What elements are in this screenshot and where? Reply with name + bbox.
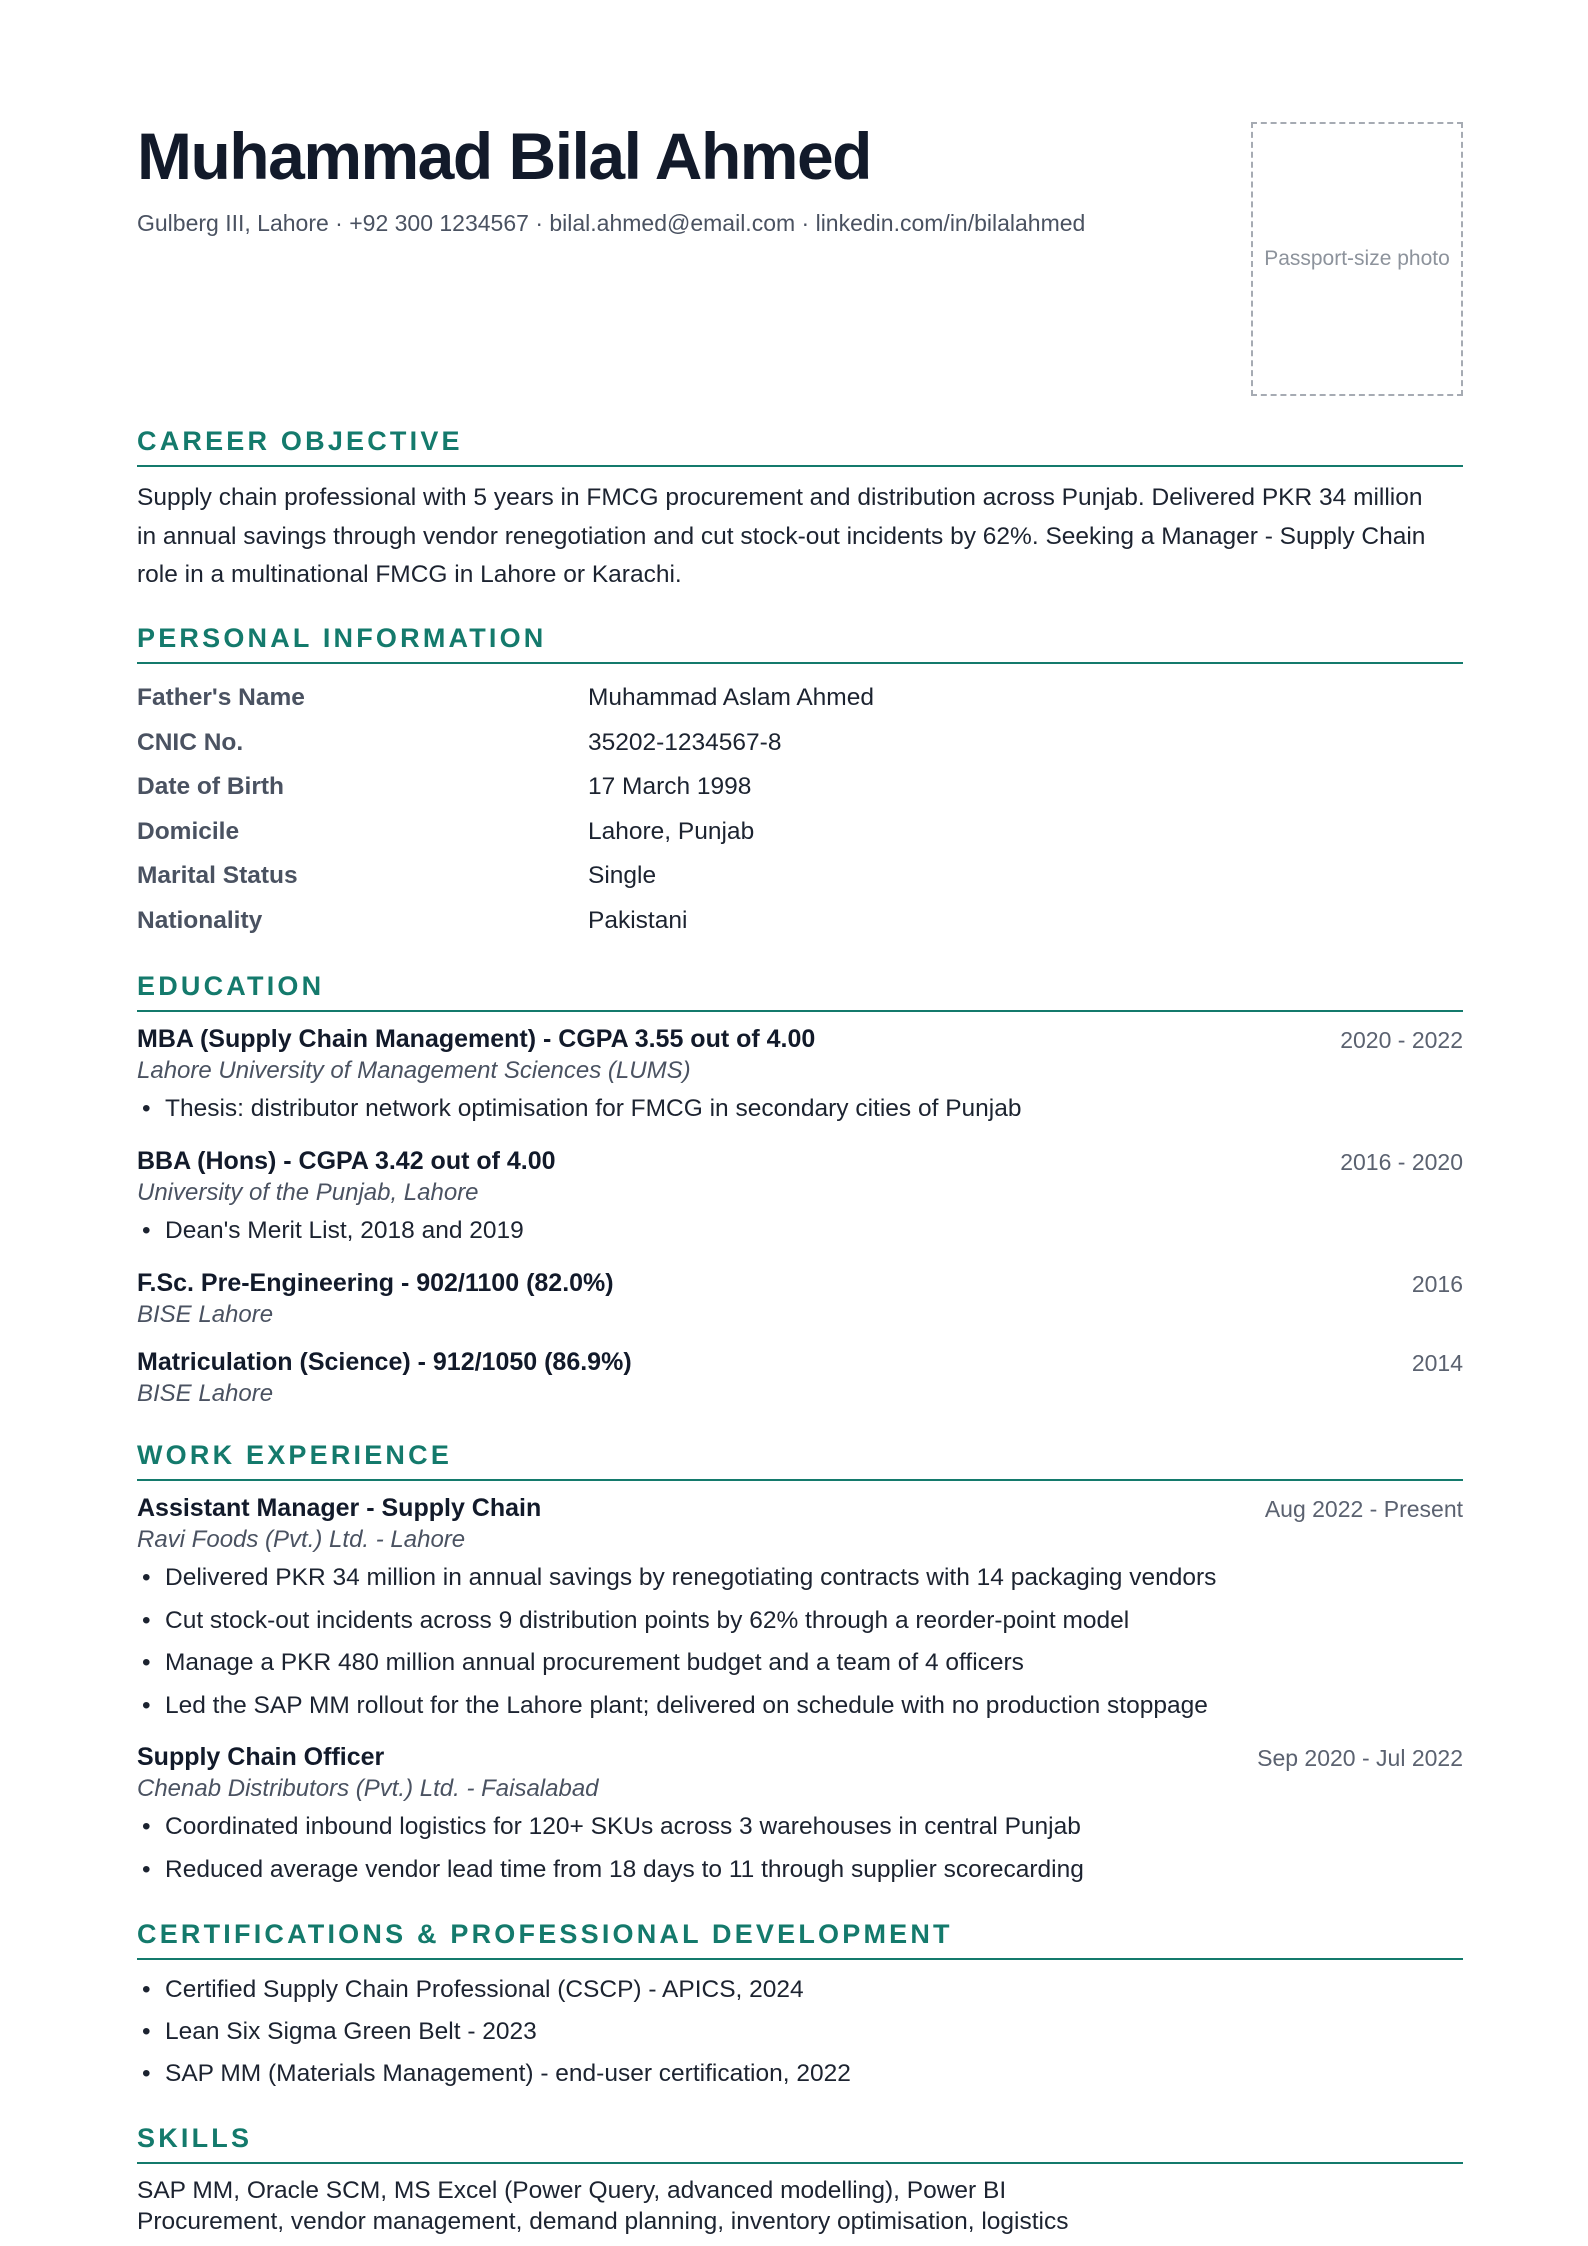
section-heading-education: EDUCATION	[137, 970, 1463, 1012]
personal-label: CNIC No.	[137, 728, 244, 756]
certification-item: • SAP MM (Materials Management) - end-user certification, 2022	[142, 2060, 851, 2087]
job-title: Assistant Manager - Supply Chain	[137, 1494, 542, 1522]
education-bullet: • Thesis: distributor network optimisation for FMCG in secondary cities of Punjab	[142, 1095, 1022, 1122]
skills-line: Procurement, vendor management, demand planning, inventory optimisation, logistics	[137, 2208, 1069, 2235]
education-title: F.Sc. Pre-Engineering - 902/1100 (82.0%)	[137, 1269, 614, 1297]
personal-value: 17 March 1998	[588, 773, 752, 800]
personal-value: Lahore, Punjab	[588, 817, 755, 845]
job-bullet: • Reduced average vendor lead time from 18 days to 11 through supplier scorecarding	[142, 1855, 1084, 1883]
skills-line: SAP MM, Oracle SCM, MS Excel (Power Query, advanced modelling), Power BI	[137, 2177, 1007, 2204]
personal-value: Muhammad Aslam Ahmed	[588, 684, 874, 711]
certification-item: • Certified Supply Chain Professional (CSCP) - APICS, 2024	[142, 1976, 804, 2003]
job-bullet: • Cut stock-out incidents across 9 distribution points by 62% through a reorder-point model	[142, 1606, 1130, 1634]
education-institution: BISE Lahore	[137, 1301, 274, 1328]
job-bullet: • Manage a PKR 480 million annual procurement budget and a team of 4 officers	[142, 1649, 1024, 1676]
job-title: Supply Chain Officer	[137, 1743, 385, 1771]
job-bullet: • Coordinated inbound logistics for 120+ SKUs across 3 warehouses in central Punjab	[142, 1813, 1081, 1840]
education-title: Matriculation (Science) - 912/1050 (86.9%)	[137, 1348, 632, 1376]
objective-text: Supply chain professional with 5 years in FMCG procurement and distribution across Punjab. Delivered PKR 34 million in annual savings through vendor renegotiation and cut stock-out incidents by 62%. Seeking a Manager - Supply Chain role in a multinational FMCG in Lahore or Karachi.	[137, 484, 1426, 588]
personal-value: 35202-1234567-8	[588, 728, 782, 756]
section-heading-objective: CAREER OBJECTIVE	[137, 425, 1463, 467]
personal-label: Marital Status	[137, 862, 298, 889]
job-bullet: • Delivered PKR 34 million in annual savings by renegotiating contracts with 14 packaging vendors	[142, 1564, 1217, 1591]
section-heading-skills: SKILLS	[137, 2122, 1463, 2164]
education-dates: 2014	[1411, 1350, 1463, 1376]
job-company: Ravi Foods (Pvt.) Ltd. - Lahore	[137, 1526, 466, 1553]
personal-row	[137, 773, 1463, 813]
photo-placeholder	[1251, 122, 1463, 396]
personal-row	[137, 684, 1463, 724]
education-bullet-text: Dean's Merit List, 2018 and 2019	[165, 1217, 524, 1244]
photo-placeholder-label: Passport-size photo	[1264, 247, 1450, 270]
section-heading-personal: PERSONAL INFORMATION	[137, 622, 1463, 664]
education-institution: Lahore University of Management Sciences (LUMS)	[137, 1057, 691, 1084]
education-dates: 2016 - 2020	[1340, 1149, 1463, 1175]
personal-value: Pakistani	[588, 906, 688, 934]
job-bullet-text: Reduced average vendor lead time from 18 days to 11 through supplier scorecarding	[165, 1855, 1084, 1883]
education-title: BBA (Hons) - CGPA 3.42 out of 4.00	[137, 1147, 556, 1175]
personal-row	[137, 862, 1463, 902]
job-company: Chenab Distributors (Pvt.) Ltd. - Faisalabad	[137, 1775, 599, 1802]
job-bullet-text: Delivered PKR 34 million in annual savings by renegotiating contracts with 14 packaging vendors	[165, 1564, 1217, 1591]
education-bullet: • Dean's Merit List, 2018 and 2019	[142, 1217, 524, 1244]
certification-text: Lean Six Sigma Green Belt - 2023	[165, 2018, 537, 2045]
personal-row	[137, 818, 1463, 858]
education-institution: BISE Lahore	[137, 1380, 274, 1407]
job-bullet-text: Cut stock-out incidents across 9 distribution points by 62% through a reorder-point model	[165, 1606, 1130, 1634]
job-dates: Sep 2020 - Jul 2022	[1257, 1745, 1463, 1771]
personal-row	[137, 729, 1463, 769]
section-heading-experience: WORK EXPERIENCE	[137, 1439, 1463, 1481]
education-bullet-text: Thesis: distributor network optimisation for FMCG in secondary cities of Punjab	[165, 1095, 1022, 1122]
contact-line: Gulberg III, Lahore · +92 300 1234567 · bilal.ahmed@email.com · linkedin.com/in/bilalahmed	[137, 210, 1086, 236]
certification-text: SAP MM (Materials Management) - end-user certification, 2022	[165, 2060, 851, 2087]
personal-label: Nationality	[137, 906, 263, 934]
education-title: MBA (Supply Chain Management) - CGPA 3.55 out of 4.00	[137, 1025, 816, 1053]
education-dates: 2020 - 2022	[1340, 1027, 1463, 1053]
section-heading-certifications: CERTIFICATIONS & PROFESSIONAL DEVELOPMENT	[137, 1918, 1463, 1960]
personal-label: Domicile	[137, 817, 240, 845]
job-bullet-text: Manage a PKR 480 million annual procurement budget and a team of 4 officers	[165, 1649, 1024, 1676]
education-institution: University of the Punjab, Lahore	[137, 1179, 479, 1206]
personal-value: Single	[588, 862, 657, 889]
personal-label: Date of Birth	[137, 773, 284, 800]
job-bullet-text: Coordinated inbound logistics for 120+ SKUs across 3 warehouses in central Punjab	[165, 1813, 1081, 1840]
candidate-name: Muhammad Bilal Ahmed	[137, 119, 871, 193]
personal-row	[137, 907, 1463, 947]
job-dates: Aug 2022 - Present	[1264, 1496, 1463, 1522]
certification-text: Certified Supply Chain Professional (CSCP) - APICS, 2024	[165, 1976, 804, 2003]
certification-item: • Lean Six Sigma Green Belt - 2023	[142, 2018, 537, 2045]
education-dates: 2016	[1411, 1271, 1463, 1297]
job-bullet: • Led the SAP MM rollout for the Lahore plant; delivered on schedule with no production stoppage	[142, 1691, 1208, 1719]
personal-label: Father's Name	[137, 684, 305, 711]
job-bullet-text: Led the SAP MM rollout for the Lahore plant; delivered on schedule with no production stoppage	[165, 1691, 1208, 1719]
